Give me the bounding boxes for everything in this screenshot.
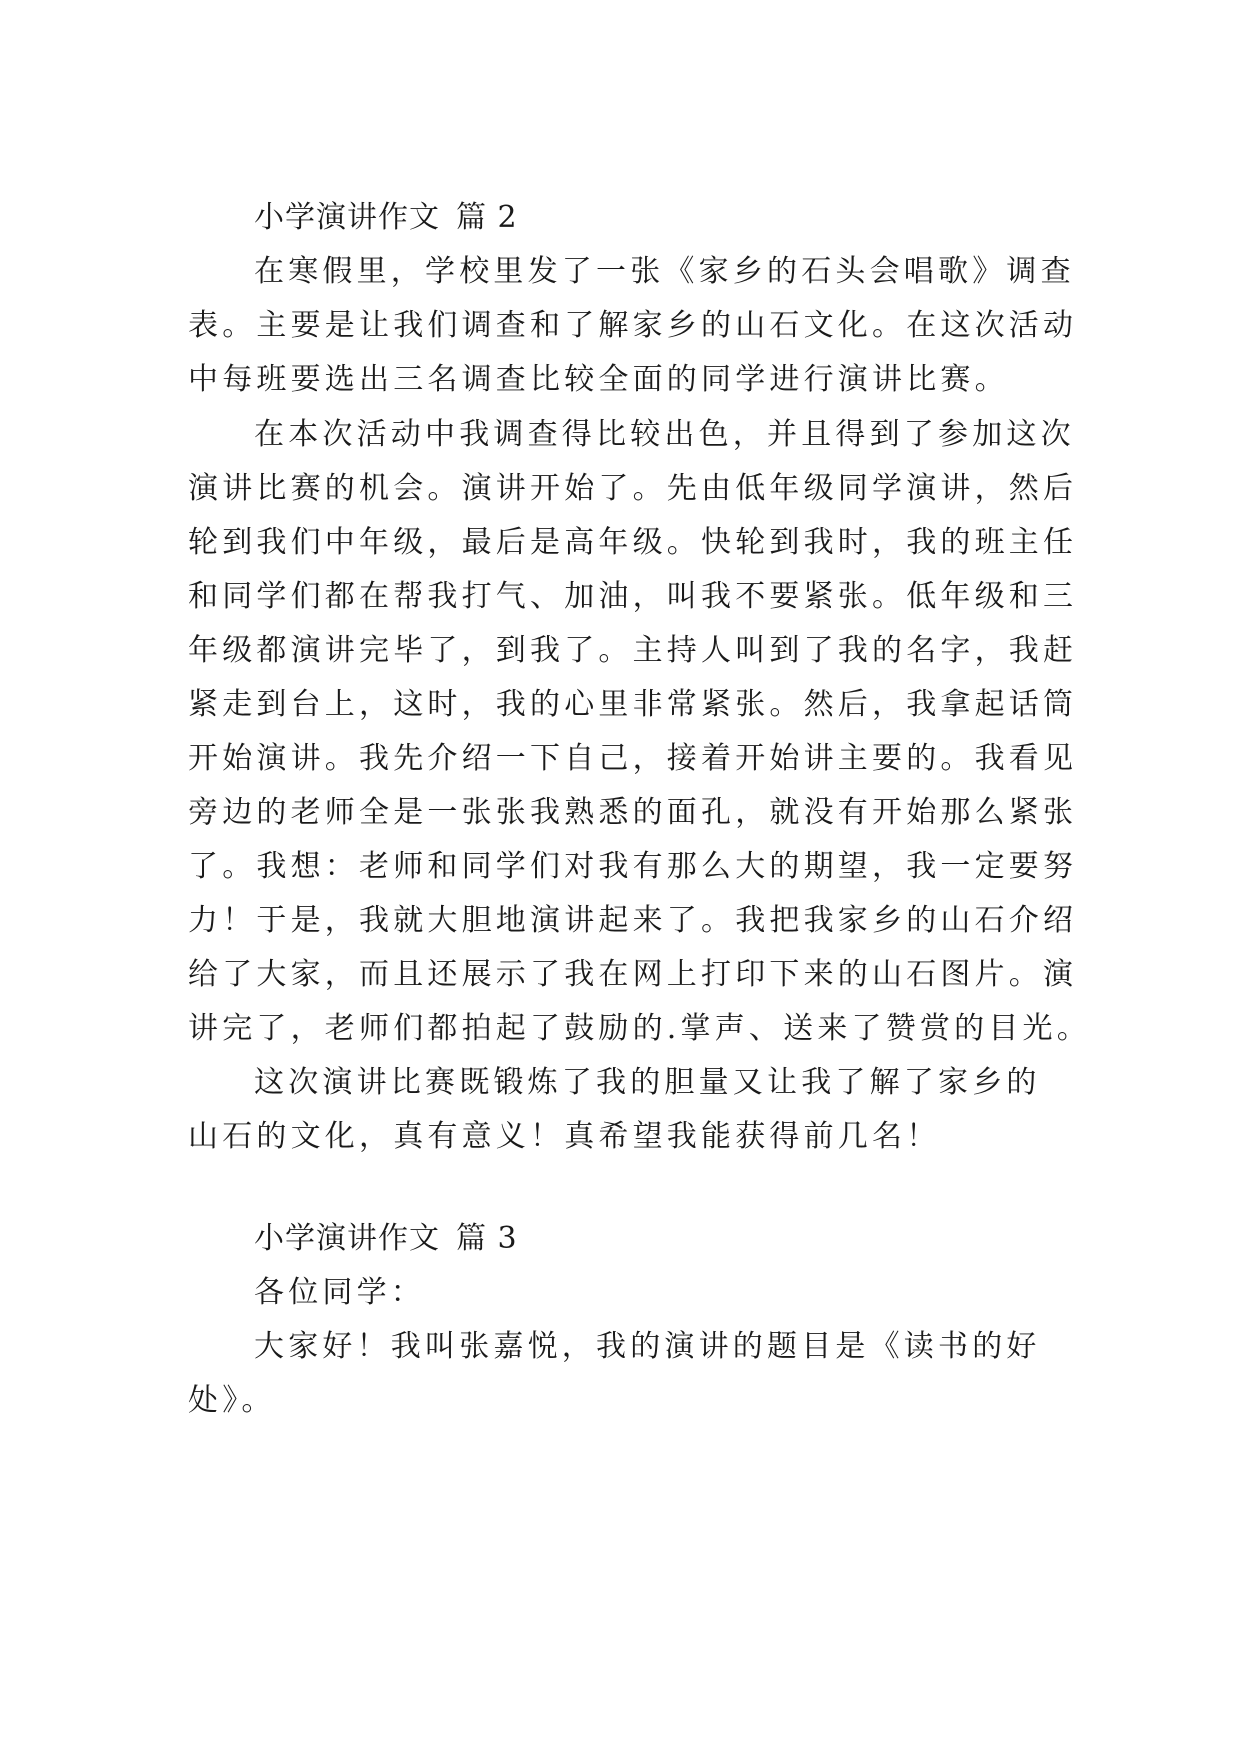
section-2-title: 小学演讲作文: [254, 200, 440, 235]
paragraph-line: 处》。: [188, 1383, 276, 1418]
paragraph-line: 轮到我们中年级，最后是高年级。快轮到我时，我的班主任: [188, 525, 1078, 560]
section-2-heading: [254, 198, 1068, 238]
paragraph-line: 这次演讲比赛既锻炼了我的胆量又让我了解了家乡的: [254, 1065, 1041, 1100]
paragraph-line: 旁边的老师全是一张张我熟悉的面孔，就没有开始那么紧张: [188, 795, 1078, 830]
paragraph-line: 中每班要选出三名调查比较全面的同学进行演讲比赛。: [188, 362, 1009, 397]
paragraph-line: 演讲比赛的机会。演讲开始了。先由低年级同学演讲，然后: [188, 471, 1078, 506]
paragraph-line: 力！于是，我就大胆地演讲起来了。我把我家乡的山石介绍: [188, 903, 1078, 938]
paragraph-line: 开始演讲。我先介绍一下自己，接着开始讲主要的。我看见: [188, 741, 1078, 776]
section-3-title: 小学演讲作文: [254, 1221, 440, 1256]
paragraph-line: 了。我想：老师和同学们对我有那么大的期望，我一定要努: [188, 849, 1078, 884]
paragraph-line: 给了大家，而且还展示了我在网上打印下来的山石图片。演: [188, 957, 1078, 992]
paragraph-line: 在寒假里，学校里发了一张《家乡的石头会唱歌》调查: [254, 254, 1075, 289]
paragraph-line: 表。主要是让我们调查和了解家乡的山石文化。在这次活动: [188, 308, 1078, 343]
paragraph-line: 山石的文化，真有意义！真希望我能获得前几名！: [188, 1119, 941, 1154]
paragraph-line: 在本次活动中我调查得比较出色，并且得到了参加这次: [254, 417, 1075, 452]
section-3-heading: [254, 1219, 1068, 1259]
section-3-number: 篇 3: [456, 1221, 518, 1256]
greeting-line: 各位同学：: [254, 1275, 425, 1310]
paragraph-line: 和同学们都在帮我打气、加油，叫我不要紧张。低年级和三: [188, 579, 1078, 614]
paragraph-line: 年级都演讲完毕了，到我了。主持人叫到了我的名字，我赶: [188, 633, 1078, 668]
section-2-number: 篇 2: [456, 200, 518, 235]
paragraph-line: 讲完了，老师们都拍起了鼓励的.掌声、送来了赞赏的目光。: [188, 1011, 1091, 1046]
paragraph-line: 紧走到台上，这时，我的心里非常紧张。然后，我拿起话筒: [188, 687, 1078, 722]
paragraph-line: 大家好！我叫张嘉悦，我的演讲的题目是《读书的好: [254, 1329, 1041, 1364]
